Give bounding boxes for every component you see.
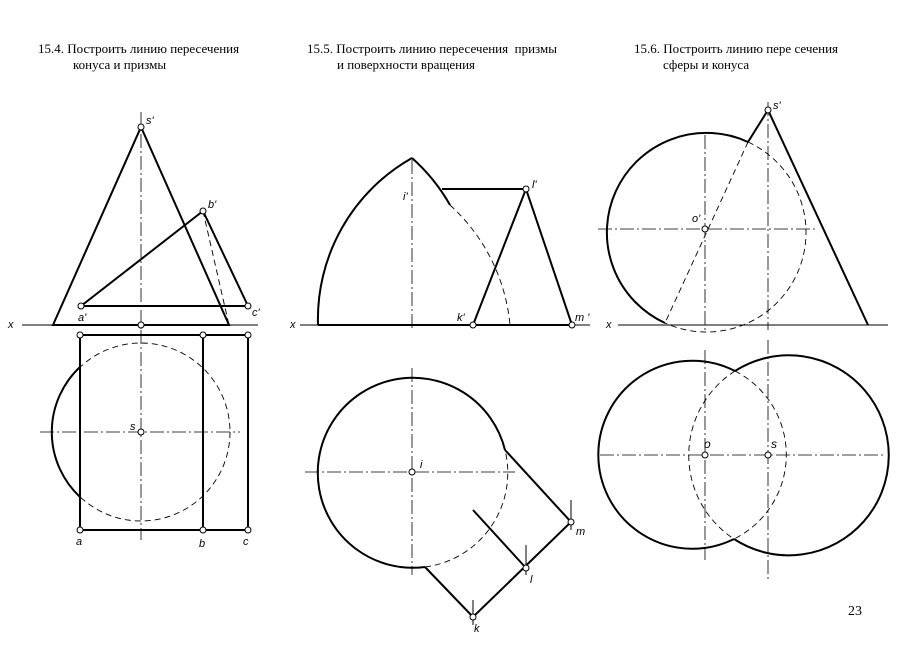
fig1-hidden-line xyxy=(203,211,229,325)
fig1-point-c-top xyxy=(245,527,251,533)
fig1-label-c-top: c xyxy=(243,536,249,548)
fig1-point-a-top xyxy=(77,527,83,533)
fig1-point-axis xyxy=(138,322,144,328)
figure-15-5 xyxy=(289,158,590,635)
task-15-6-line2: сферы и конуса xyxy=(663,57,750,72)
fig3-cone-hidden-generator xyxy=(665,142,748,323)
fig2-label-l-front: l' xyxy=(532,179,537,191)
fig1-label-c-front: c' xyxy=(252,307,260,319)
fig1-point-s-top xyxy=(138,429,144,435)
fig3-point-o-top xyxy=(702,452,708,458)
fig2-label-m-top: m xyxy=(576,526,586,538)
fig1-point-c-top-upper xyxy=(245,332,251,338)
fig2-label-k-top: k xyxy=(474,623,480,635)
fig3-label-s-top: s xyxy=(771,437,777,451)
fig2-point-k-top xyxy=(470,614,476,620)
task-15-5-line1: Построить линию пересечения призмы xyxy=(336,41,557,56)
fig3-label-s-front: s' xyxy=(773,100,781,112)
page-number: 23 xyxy=(848,604,862,619)
fig2-point-i-top xyxy=(409,469,415,475)
fig1-label-b-front: b' xyxy=(208,199,217,211)
task-15-6-line1: Построить линию пере сечения xyxy=(663,41,839,56)
task-15-5-number: 15.5. xyxy=(307,41,333,56)
fig1-x-axis-label: x xyxy=(8,319,14,331)
fig1-point-b-top xyxy=(200,527,206,533)
fig2-label-i-front: i' xyxy=(403,191,408,203)
fig2-label-i-top: i xyxy=(420,459,423,471)
fig1-label-b-top: b xyxy=(199,538,206,550)
fig3-x-axis-label: x xyxy=(606,319,612,331)
task-15-5-line2: и поверхности вращения xyxy=(337,57,476,72)
fig1-prism-top-rect xyxy=(80,335,248,530)
fig2-prism-top-view xyxy=(425,450,571,617)
fig2-point-k-front xyxy=(470,322,476,328)
fig2-label-l-top: l xyxy=(530,574,533,586)
fig3-sphere-front-visible xyxy=(607,133,748,323)
fig3-point-o-front xyxy=(702,226,708,232)
fig1-prism-front-view xyxy=(81,211,248,306)
fig3-point-s-front xyxy=(765,107,771,113)
fig2-x-axis-label: x xyxy=(290,319,296,331)
figure-15-4 xyxy=(7,112,261,550)
fig1-point-b-top-upper xyxy=(200,332,206,338)
fig2-prism-front xyxy=(473,189,572,325)
fig2-label-k-front: k' xyxy=(457,312,465,324)
fig1-point-a-top-upper xyxy=(77,332,83,338)
fig1-point-b-front xyxy=(200,208,206,214)
task-15-4-number: 15.4. xyxy=(38,41,64,56)
fig1-label-s-top: s xyxy=(130,421,136,433)
figure-15-6 xyxy=(598,100,889,580)
fig2-surface-top-hidden xyxy=(425,450,508,567)
task-15-6-number: 15.6. xyxy=(634,41,660,56)
fig1-point-c-front xyxy=(245,303,251,309)
fig1-label-a-top: a xyxy=(76,536,83,548)
fig3-label-o-front: o' xyxy=(692,213,701,225)
task-15-4-line2: конуса и призмы xyxy=(73,57,167,72)
fig2-point-l-front xyxy=(523,186,529,192)
fig3-point-s-top xyxy=(765,452,771,458)
fig2-point-m-top xyxy=(568,519,574,525)
fig2-label-m-front: m ' xyxy=(575,312,590,324)
fig3-label-o-top: o xyxy=(704,437,711,451)
fig1-point-s-front xyxy=(138,124,144,130)
fig2-surface-front-arc-right-visible xyxy=(412,158,450,205)
fig1-point-a-front xyxy=(78,303,84,309)
fig2-surface-front-outline xyxy=(318,158,412,325)
fig1-label-a-front: a' xyxy=(78,312,87,324)
fig3-sphere-front-hidden xyxy=(665,142,806,332)
fig2-point-l-top xyxy=(523,565,529,571)
task-15-4-line1: Построить линию пересечения xyxy=(67,41,240,56)
fig3-cone-front xyxy=(748,110,868,325)
fig1-label-s-front: s' xyxy=(146,115,154,127)
